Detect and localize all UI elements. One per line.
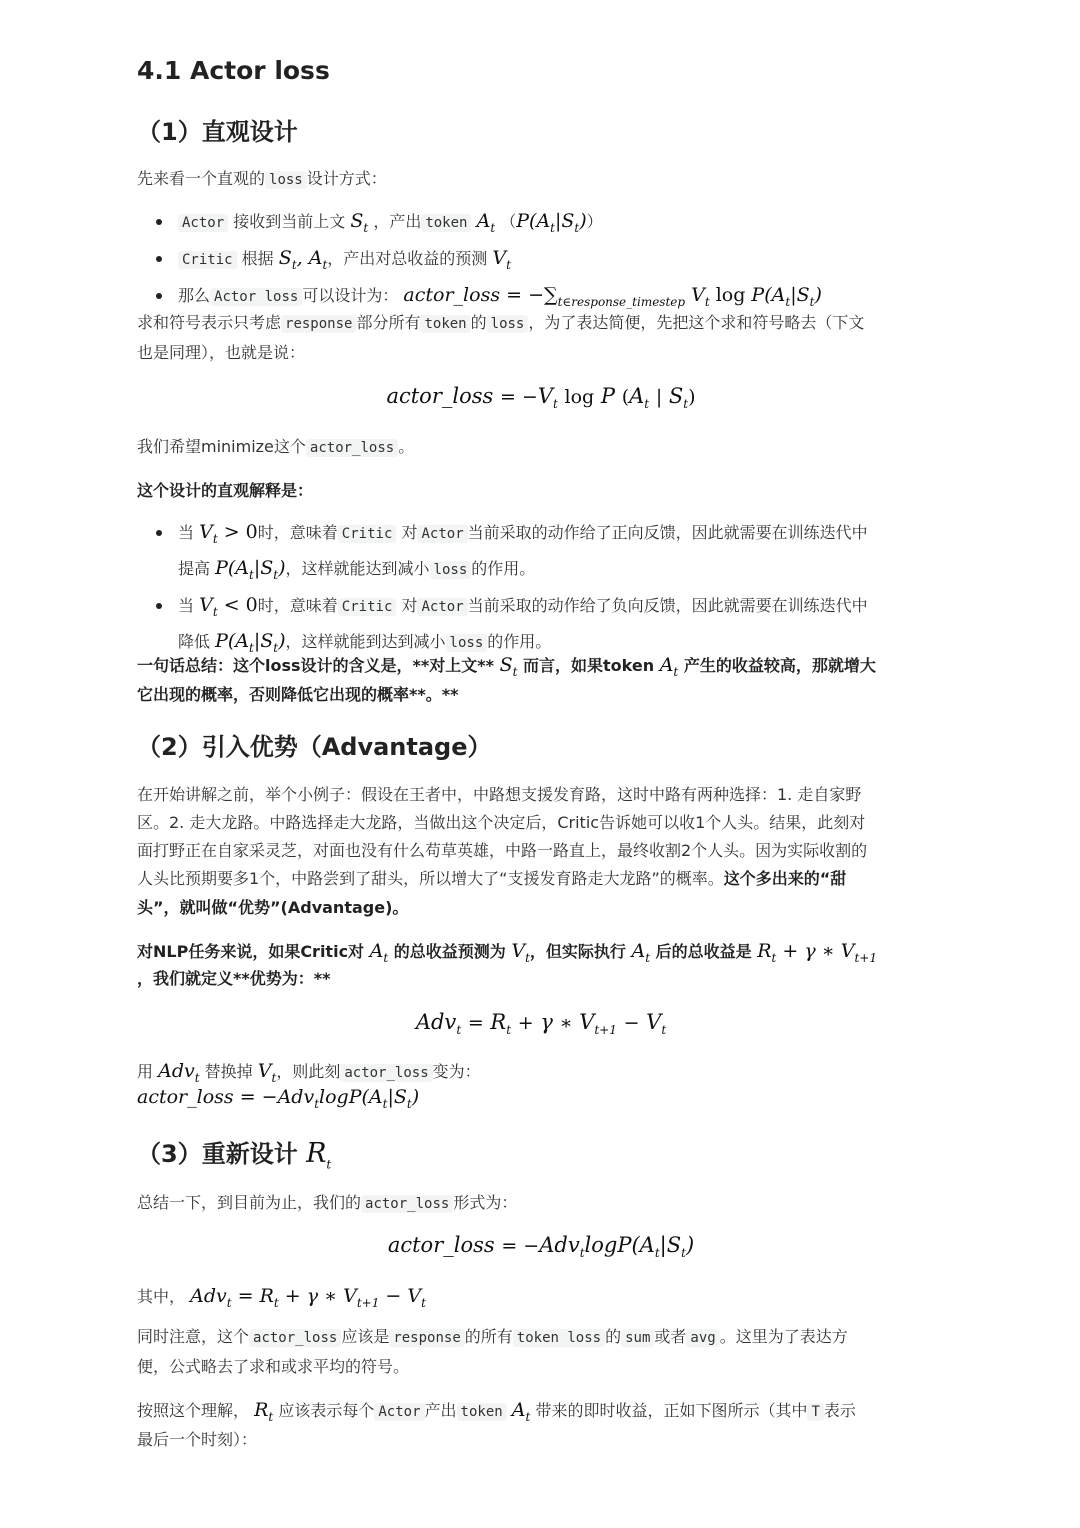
summary-line1: 一句话总结：这个loss设计的含义是，**对上文** $S_t$ 而言，如果token $A_t$ 产生的收益较高，那就增大 <box>137 654 876 679</box>
sum-explain-line2: 也是同理），也就是说： <box>137 343 306 362</box>
explain-heading: 这个设计的直观解释是： <box>137 481 314 500</box>
part1-heading: （1）直观设计 <box>137 118 298 146</box>
formula-actor-loss-display: actor_loss = $-V_t$ log P ($A_t$ | $S_t$) <box>386 384 696 412</box>
intro-paragraph: 先来看一个直观的 loss 设计方式： <box>137 169 387 188</box>
explain-negative: 当 $V_t < 0$时，意味着 Critic 对 Actor 当前采取的动作给了负向反馈，因此就需要在训练迭代中 <box>137 590 868 627</box>
formula-vt: $V_t$ <box>492 246 511 272</box>
formula-actor-loss-adv-inline: actor_loss = $-Adv_t\log P(A_t|S_t)$ <box>137 1086 420 1111</box>
section-title: 4.1 Actor loss <box>137 56 330 85</box>
replace-paragraph: 用 Adv$_t$ 替换掉 $V_t$，则此刻 actor_loss 变为： <box>137 1060 481 1085</box>
summary-line2: 它出现的概率，否则降低它出现的概率**。** <box>137 685 459 704</box>
formula-actor-loss-adv-display: actor_loss = $-Adv_t\log P(A_t|S_t)$ <box>387 1233 695 1261</box>
note-line2: 便，公式略去了求和或求平均的符号。 <box>137 1357 410 1376</box>
design-bullet-list <box>137 206 822 316</box>
form-summary-paragraph: 总结一下，到目前为止，我们的 actor_loss 形式为： <box>137 1193 518 1212</box>
sum-explain-line1: 求和符号表示只考虑 response 部分所有 token 的 loss ，为了表达简便，先把这个求和符号略去（下文 <box>137 313 865 332</box>
minimize-paragraph: 我们希望minimize这个 actor_loss 。 <box>137 437 415 456</box>
bullet-loss: 那么 Actor loss 可以设计为： actor_loss = $-\sum_{t\in response\_timestep}$ $V_t$ $\log P(A_t|S_t)$ <box>137 280 822 317</box>
nlp-definition-line2: ，我们就定义**优势为：** <box>137 969 331 988</box>
part3-heading: （3）重新设计 $R_t$ <box>137 1138 332 1172</box>
explain-negative-cont: 降低 $P(A_t|S_t)$，这样就能到达到减小 loss 的作用。 <box>178 630 552 656</box>
formula-prob: $P(A_t|S_t)$ <box>516 210 587 235</box>
formula-advantage-display: $Adv_t = R_t + \gamma$ ∗ $V_{t+1} - V_t$ <box>415 1010 667 1038</box>
example-line2: 区。2. 走大龙路。中路选择走大龙路，当做出这个决定后，Critic告诉她可以收1个人头。结果，此刻对 <box>137 813 866 832</box>
nlp-definition-line1: 对NLP任务来说，如果Critic对 $A_t$ 的总收益预测为 $V_t$，但实际执行 $A_t$ 后的总收益是 $R_t + \gamma$ ∗ $V_{t+1}$ <box>137 940 877 965</box>
formula-st: $S_t$ <box>350 210 369 235</box>
final-line2: 最后一个时刻）： <box>137 1430 258 1449</box>
final-line1: 按照这个理解， $R_t$ 应该表示每个 Actor 产出 token $A_t$ 带来的即时收益，正如下图所示（其中 T 表示 <box>137 1399 856 1424</box>
explain-positive-cont: 提高 $P(A_t|S_t)$，这样就能达到减小 loss 的作用。 <box>178 556 536 582</box>
formula-st-at: $S_t$, $A_t$ <box>278 246 328 272</box>
explain-positive: 当 $V_t > 0$时，意味着 Critic 对 Actor 当前采取的动作给了正向反馈，因此就需要在训练迭代中 <box>137 517 868 554</box>
explain-bullet-list <box>137 517 868 663</box>
where-paragraph: 其中， $Adv_t = R_t + \gamma$ ∗ $V_{t+1} - V_t$ <box>137 1285 426 1310</box>
formula-at: $A_t$ <box>476 210 496 235</box>
example-line4: 人头比预期要多1个，中路尝到了甜头，所以增大了“支援发育路走大龙路”的概率。这个多出来的“甜 <box>137 869 847 888</box>
example-line3: 面打野正在自家采灵芝，对面也没有什么苟草英雄，中路一路直上，最终收割2个人头。因为实际收割的 <box>137 841 868 860</box>
bullet-critic: Critic 根据 $S_t$, $A_t$，产出对总收益的预测 $V_t$ <box>137 243 822 280</box>
example-line5: 头”，就叫做“优势”(Advantage)。 <box>137 898 409 917</box>
part2-heading: （2）引入优势（Advantage） <box>137 733 492 761</box>
formula-sum-loss: actor_loss = $-\sum_{t\in response\_timestep}$ $V_t$ $\log P(A_t|S_t)$ <box>403 283 822 309</box>
bullet-actor: Actor 接收到当前上文 $S_t$ ，产出 token $A_t$ $(P(A_t|S_t))$ <box>137 206 822 243</box>
note-line1: 同时注意，这个 actor_loss 应该是 response 的所有 token loss 的 sum 或者 avg 。这里为了表达方 <box>137 1327 848 1346</box>
example-line1: 在开始讲解之前，举个小例子：假设在王者中，中路想支援发育路，这时中路有两种选择：1. 走自家野 <box>137 785 862 804</box>
